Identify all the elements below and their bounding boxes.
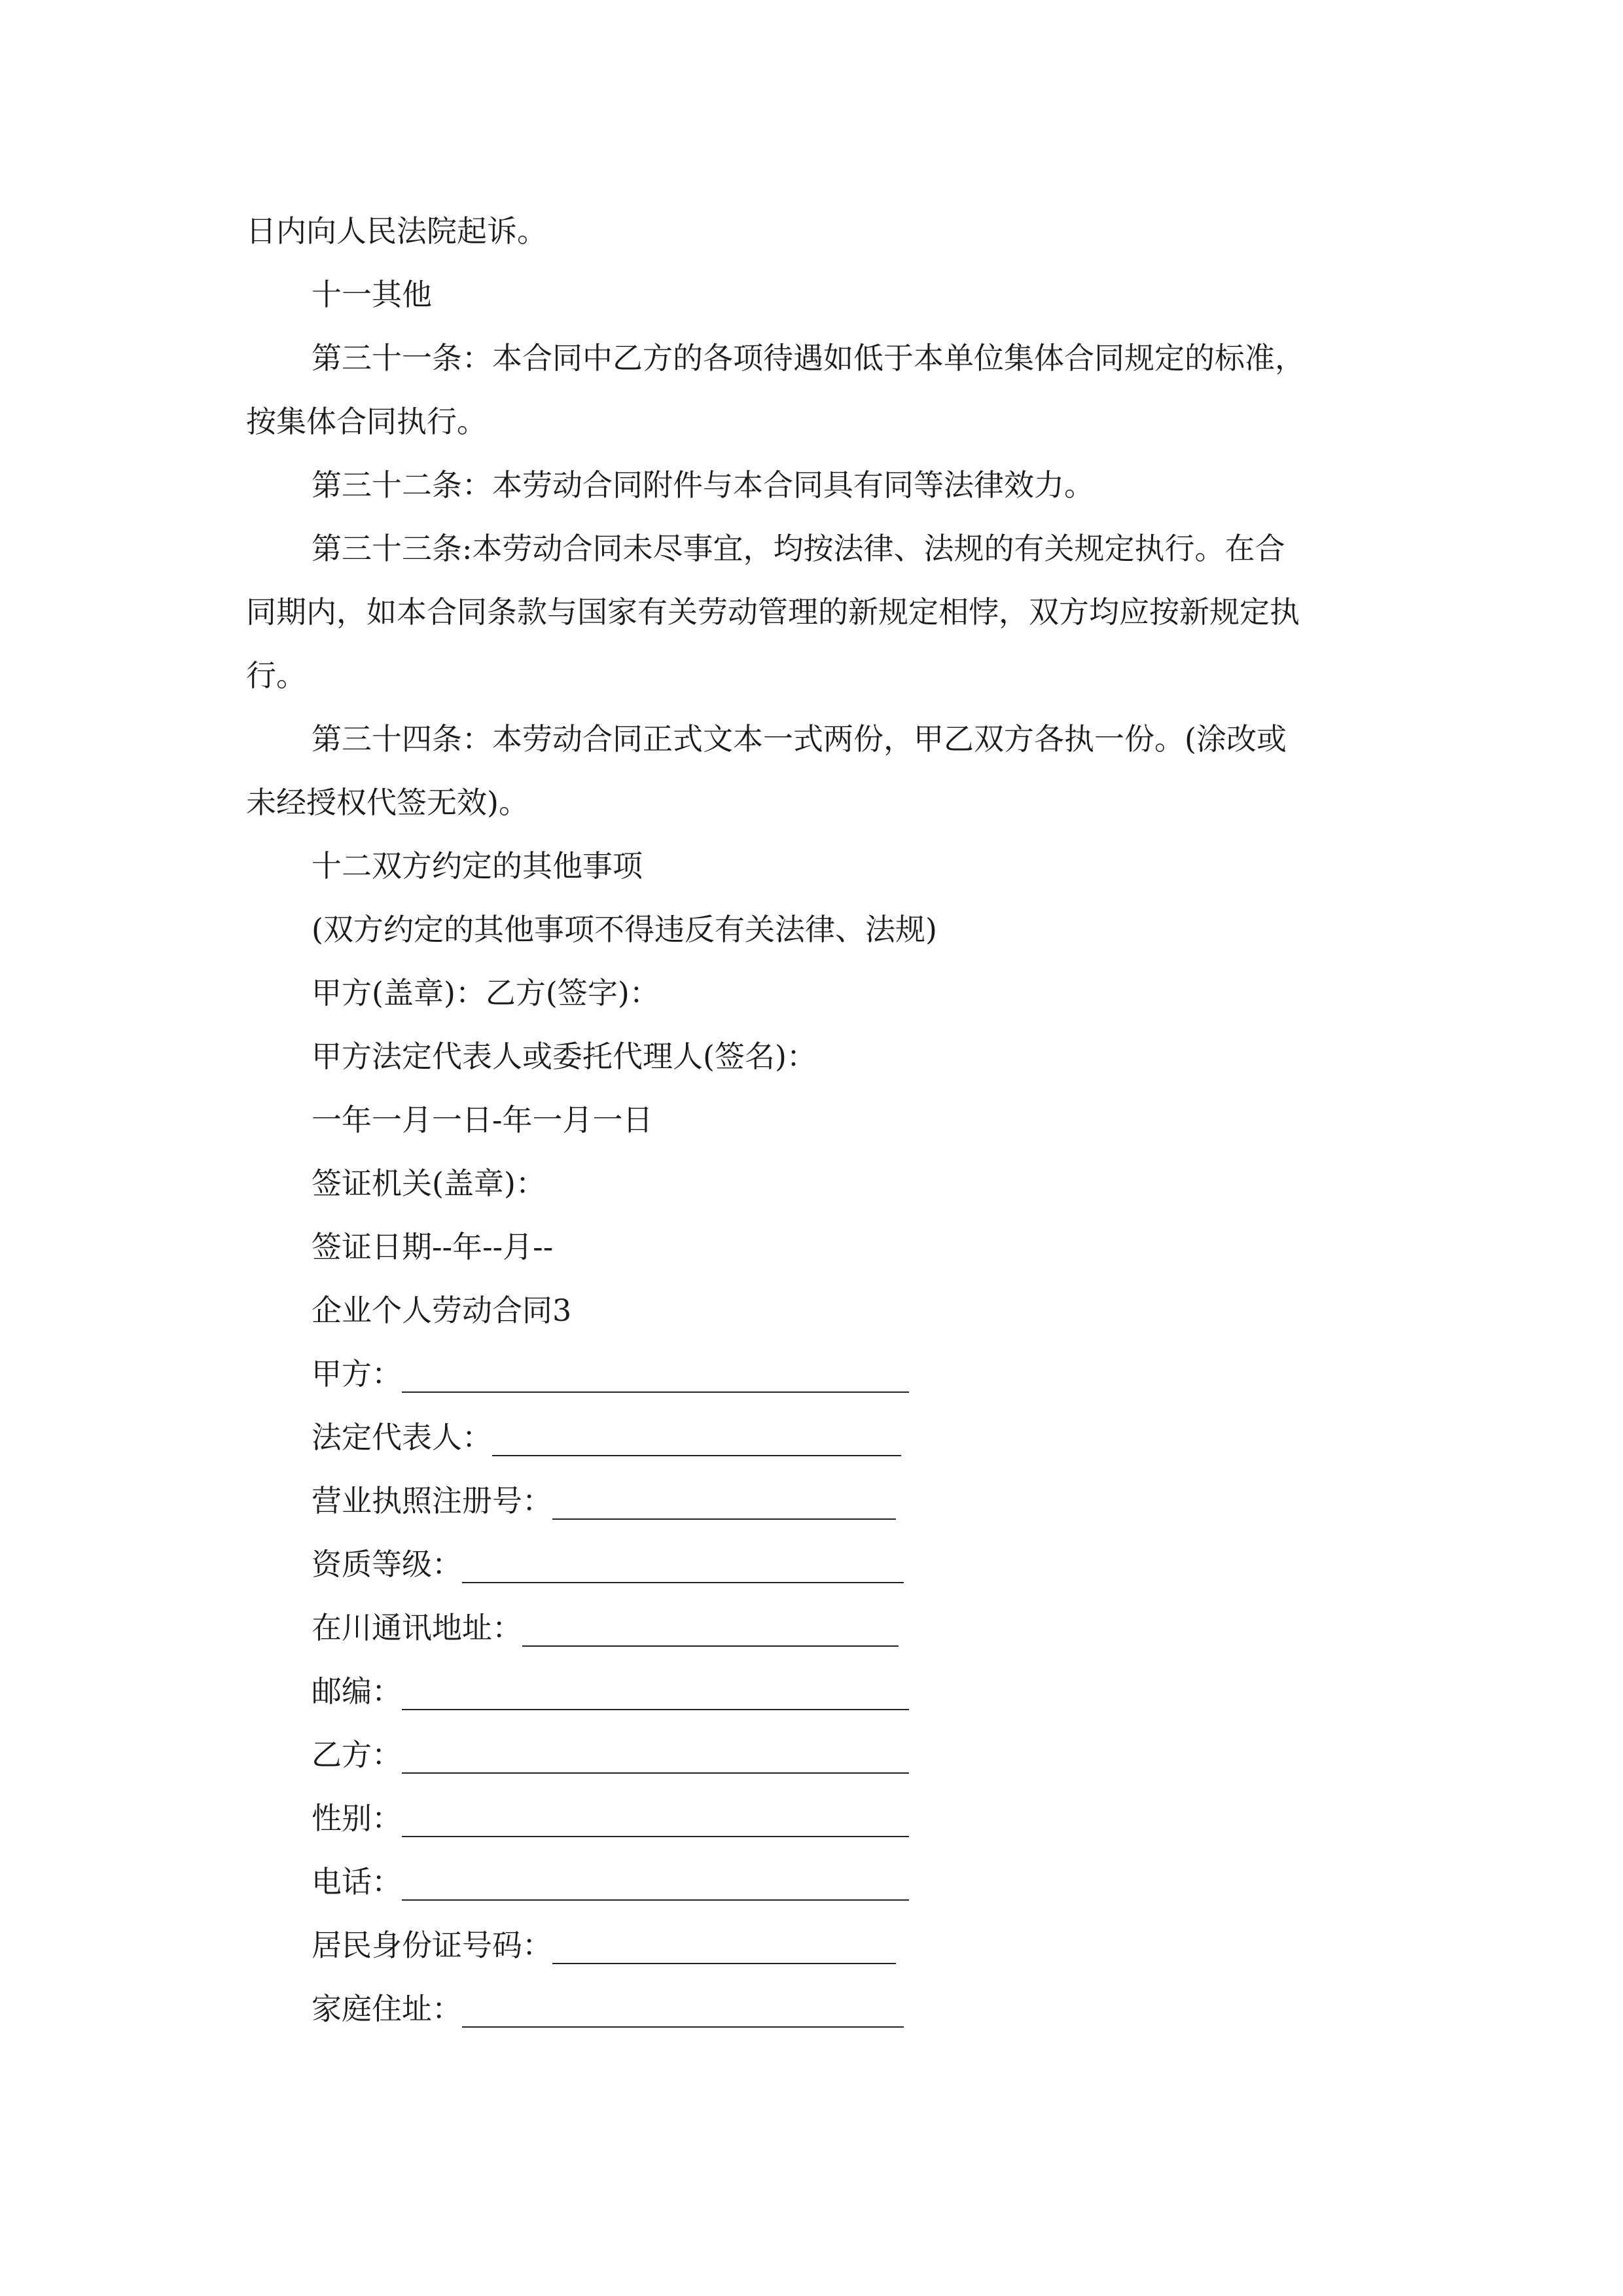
form-field-party-a bbox=[246, 1342, 1378, 1406]
article-32: 第三十二条：本劳动合同附件与本合同具有同等法律效力。 bbox=[312, 467, 1094, 503]
form-field-party-b bbox=[246, 1723, 1378, 1787]
form-field-id-number bbox=[246, 1914, 1378, 1977]
article-34-line-1: 第三十四条：本劳动合同正式文本一式两份，甲乙双方各执一份。(涂改或 bbox=[312, 721, 1287, 757]
form-field-qualification-level bbox=[246, 1533, 1378, 1596]
field-label: 资质等级： bbox=[312, 1547, 462, 1582]
fill-in-blank[interactable] bbox=[402, 1836, 909, 1837]
fill-in-blank[interactable] bbox=[402, 1391, 909, 1393]
form-field-home-address bbox=[246, 1977, 1378, 2041]
field-label: 乙方： bbox=[312, 1737, 402, 1772]
form-field-postal-code bbox=[246, 1660, 1378, 1723]
field-label: 家庭住址： bbox=[312, 1991, 462, 2026]
fill-in-blank[interactable] bbox=[462, 1582, 904, 1583]
field-label: 性别： bbox=[312, 1801, 402, 1836]
fill-in-blank[interactable] bbox=[402, 1772, 909, 1774]
fill-in-blank[interactable] bbox=[552, 1518, 896, 1520]
fill-in-blank[interactable] bbox=[522, 1645, 899, 1647]
form-field-legal-representative bbox=[246, 1406, 1378, 1469]
document-body bbox=[246, 200, 1378, 2041]
form-field-sichuan-address bbox=[246, 1596, 1378, 1660]
section-heading-agreed-matters: 十二双方约定的其他事项 bbox=[312, 848, 643, 884]
field-label: 法定代表人： bbox=[312, 1420, 492, 1455]
signature-parties-line: 甲方(盖章)：乙方(签字)： bbox=[312, 975, 660, 1011]
legal-representative-signature-line: 甲方法定代表人或委托代理人(签名)： bbox=[312, 1039, 817, 1074]
fill-in-blank[interactable] bbox=[402, 1899, 909, 1901]
fill-in-blank[interactable] bbox=[462, 2026, 904, 2028]
field-label: 电话： bbox=[312, 1864, 402, 1899]
fill-in-blank[interactable] bbox=[492, 1455, 901, 1456]
fill-in-blank[interactable] bbox=[552, 1963, 896, 1964]
article-33-line-3: 行。 bbox=[246, 658, 306, 693]
article-33-line-1: 第三十三条:本劳动合同未尽事宜，均按法律、法规的有关规定执行。在合 bbox=[312, 531, 1285, 566]
contract-date-range: 一年一月一日-年一月一日 bbox=[312, 1102, 653, 1138]
article-34-line-2: 未经授权代签无效)。 bbox=[246, 785, 529, 820]
form-field-business-license-number bbox=[246, 1469, 1378, 1533]
form-field-phone bbox=[246, 1850, 1378, 1914]
section-heading-other: 十一其他 bbox=[312, 277, 432, 312]
form-field-gender bbox=[246, 1787, 1378, 1850]
field-label: 在川通讯地址： bbox=[312, 1610, 522, 1645]
field-label: 居民身份证号码： bbox=[312, 1928, 552, 1963]
certifying-authority-line: 签证机关(盖章)： bbox=[312, 1166, 546, 1201]
field-label: 甲方： bbox=[312, 1356, 402, 1391]
field-label: 营业执照注册号： bbox=[312, 1483, 552, 1518]
article-31-line-1: 第三十一条：本合同中乙方的各项待遇如低于本单位集体合同规定的标准， bbox=[312, 340, 1305, 376]
article-31-line-2: 按集体合同执行。 bbox=[246, 404, 487, 439]
article-33-line-2: 同期内，如本合同条款与国家有关劳动管理的新规定相悖，双方均应按新规定执 bbox=[246, 594, 1300, 630]
paragraph-line: 日内向人民法院起诉。 bbox=[246, 213, 547, 249]
agreed-matters-note: (双方约定的其他事项不得违反有关法律、法规) bbox=[312, 912, 937, 947]
certification-date-line: 签证日期--年--月-- bbox=[312, 1229, 554, 1265]
contract-title-3: 企业个人劳动合同3 bbox=[312, 1293, 572, 1328]
field-label: 邮编： bbox=[312, 1674, 402, 1709]
fill-in-blank[interactable] bbox=[402, 1709, 909, 1710]
